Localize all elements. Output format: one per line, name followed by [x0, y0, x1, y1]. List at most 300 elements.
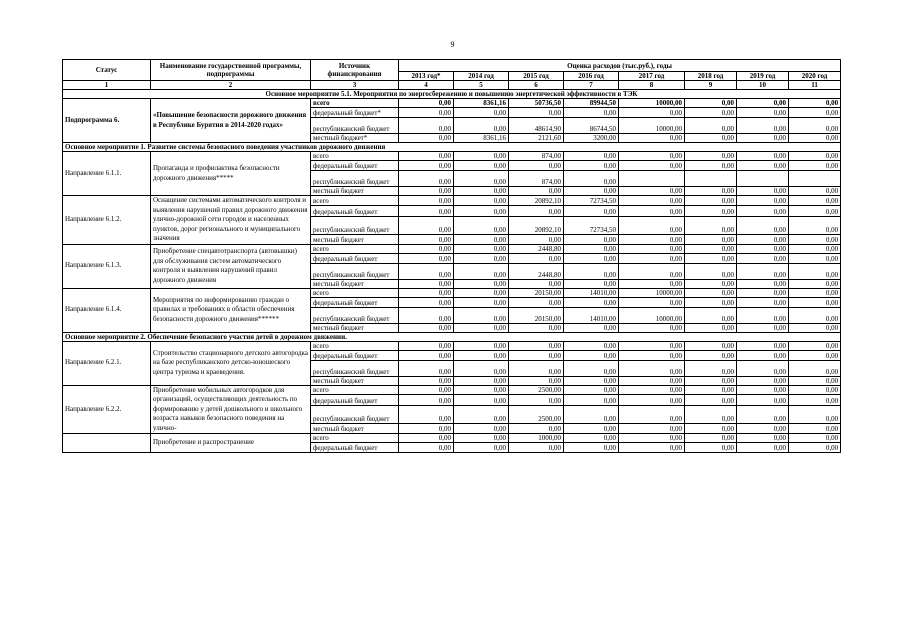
section-title: Основное мероприятие 2. Обеспечение безопасного участия детей в дорожном движении.: [63, 332, 841, 341]
amount-cell: 0,00: [685, 187, 737, 196]
amount-cell: 0,00: [399, 360, 454, 376]
amount-cell: 0,00: [789, 424, 841, 434]
amount-cell: 0,00: [737, 424, 789, 434]
program-name-cell: Строительство стационарного детского автогородка на базе республиканского детско-юношеского центра туризма и краеведения.: [151, 341, 311, 385]
amount-cell: 0,00: [685, 152, 737, 161]
amount-cell: 0,00: [564, 152, 619, 161]
amount-cell: 0,00: [737, 196, 789, 206]
amount-cell: 0,00: [509, 376, 564, 385]
amount-cell: 0,00: [509, 253, 564, 263]
amount-cell: 0,00: [619, 244, 685, 253]
amount-cell: 0,00: [399, 253, 454, 263]
amount-cell: 10000,00: [619, 307, 685, 323]
amount-cell: 0,00: [454, 434, 509, 443]
amount-cell: 0,00: [789, 253, 841, 263]
amount-cell: 0,00: [619, 406, 685, 424]
amount-cell: 8361,16: [454, 99, 509, 108]
amount-cell: 0,00: [737, 406, 789, 424]
amount-cell: 0,00: [399, 350, 454, 360]
amount-cell: 86744,50: [564, 118, 619, 134]
amount-cell: 10000,00: [619, 99, 685, 108]
column-number: 6: [509, 81, 564, 90]
amount-cell: 0,00: [509, 360, 564, 376]
amount-cell: 0,00: [685, 196, 737, 206]
amount-cell: 0,00: [737, 341, 789, 350]
header-estimate: Оценка расходов (тыс.руб.), годы: [399, 60, 841, 72]
amount-cell: 0,00: [564, 350, 619, 360]
amount-cell: 0,00: [789, 118, 841, 134]
column-number: 11: [789, 81, 841, 90]
status-cell: Направление 6.1.1.: [63, 152, 151, 196]
table-row: [63, 434, 841, 443]
amount-cell: 0,00: [737, 108, 789, 118]
amount-cell: 0,00: [399, 288, 454, 297]
amount-cell: 874,00: [509, 171, 564, 187]
amount-cell: 3200,00: [564, 134, 619, 143]
amount-cell: 0,00: [685, 216, 737, 234]
amount-cell: 0,00: [789, 244, 841, 253]
amount-cell: 0,00: [399, 385, 454, 395]
amount-cell: 0,00: [564, 406, 619, 424]
amount-cell: 89944,50: [564, 99, 619, 108]
amount-cell: 0,00: [454, 152, 509, 161]
amount-cell: 0,00: [685, 424, 737, 434]
amount-cell: [737, 171, 789, 187]
amount-cell: 0,00: [789, 152, 841, 161]
amount-cell: 0,00: [454, 161, 509, 171]
column-number: 1: [63, 81, 151, 90]
amount-cell: 0,00: [619, 187, 685, 196]
amount-cell: 0,00: [564, 171, 619, 187]
amount-cell: 0,00: [789, 406, 841, 424]
amount-cell: 0,00: [685, 288, 737, 297]
funding-source-cell: республиканский бюджет: [311, 216, 399, 234]
amount-cell: 2448,80: [509, 244, 564, 253]
status-cell: Направление 6.1.3.: [63, 244, 151, 288]
year-header: 2015 год: [509, 72, 564, 81]
section-title-row: [63, 332, 841, 341]
amount-cell: 0,00: [619, 134, 685, 143]
program-name-cell: Мероприятия по информированию граждан о правилах и требованиях в области обеспечения безопасности дорожного движения******: [151, 288, 311, 332]
amount-cell: 0,00: [509, 424, 564, 434]
funding-source-cell: республиканский бюджет: [311, 360, 399, 376]
amount-cell: 0,00: [619, 424, 685, 434]
amount-cell: 0,00: [789, 385, 841, 395]
amount-cell: 0,00: [399, 134, 454, 143]
amount-cell: 0,00: [685, 99, 737, 108]
amount-cell: 0,00: [789, 323, 841, 332]
amount-cell: 0,00: [399, 99, 454, 108]
amount-cell: 0,00: [619, 350, 685, 360]
funding-source-cell: федеральный бюджет: [311, 253, 399, 263]
amount-cell: 0,00: [789, 234, 841, 244]
amount-cell: 0,00: [685, 279, 737, 288]
amount-cell: 0,00: [399, 376, 454, 385]
table-row: [63, 99, 841, 108]
amount-cell: 8361,16: [454, 134, 509, 143]
amount-cell: 0,00: [454, 244, 509, 253]
amount-cell: 0,00: [399, 395, 454, 406]
amount-cell: 0,00: [564, 385, 619, 395]
status-cell: Направление 6.1.2.: [63, 196, 151, 245]
amount-cell: 0,00: [737, 187, 789, 196]
amount-cell: 0,00: [454, 395, 509, 406]
funding-source-cell: всего: [311, 434, 399, 443]
amount-cell: 0,00: [509, 279, 564, 288]
amount-cell: 0,00: [564, 234, 619, 244]
amount-cell: 0,00: [737, 99, 789, 108]
amount-cell: 0,00: [564, 395, 619, 406]
amount-cell: [619, 171, 685, 187]
amount-cell: 0,00: [399, 307, 454, 323]
column-number: 5: [454, 81, 509, 90]
amount-cell: 0,00: [454, 187, 509, 196]
year-header: 2013 год*: [399, 72, 454, 81]
amount-cell: 0,00: [619, 216, 685, 234]
table-row: [63, 244, 841, 253]
amount-cell: 0,00: [737, 205, 789, 216]
amount-cell: 10000,00: [619, 288, 685, 297]
amount-cell: 0,00: [685, 108, 737, 118]
amount-cell: 0,00: [789, 443, 841, 453]
year-header: 2017 год: [619, 72, 685, 81]
program-name-cell: Приобретение и распространение: [151, 434, 311, 453]
funding-source-cell: федеральный бюджет: [311, 161, 399, 171]
amount-cell: 2121,60: [509, 134, 564, 143]
amount-cell: 0,00: [399, 152, 454, 161]
year-header: 2014 год: [454, 72, 509, 81]
amount-cell: 0,00: [399, 118, 454, 134]
column-number: 8: [619, 81, 685, 90]
amount-cell: 0,00: [737, 395, 789, 406]
amount-cell: 0,00: [454, 360, 509, 376]
amount-cell: 14010,00: [564, 307, 619, 323]
amount-cell: 0,00: [685, 360, 737, 376]
funding-source-cell: республиканский бюджет: [311, 171, 399, 187]
funding-source-cell: всего: [311, 341, 399, 350]
amount-cell: 14010,00: [564, 288, 619, 297]
amount-cell: 0,00: [737, 216, 789, 234]
funding-source-cell: местный бюджет: [311, 234, 399, 244]
amount-cell: 0,00: [454, 323, 509, 332]
amount-cell: 0,00: [564, 323, 619, 332]
status-cell: [63, 434, 151, 453]
amount-cell: 0,00: [685, 263, 737, 279]
year-header: 2016 год: [564, 72, 619, 81]
amount-cell: 48614,90: [509, 118, 564, 134]
column-number: 9: [685, 81, 737, 90]
amount-cell: 0,00: [399, 297, 454, 307]
amount-cell: 0,00: [619, 234, 685, 244]
amount-cell: 0,00: [509, 161, 564, 171]
amount-cell: 0,00: [564, 161, 619, 171]
amount-cell: 0,00: [685, 134, 737, 143]
funding-source-cell: всего: [311, 196, 399, 206]
amount-cell: 0,00: [509, 323, 564, 332]
amount-cell: 0,00: [737, 161, 789, 171]
funding-source-cell: республиканский бюджет: [311, 263, 399, 279]
amount-cell: 0,00: [564, 205, 619, 216]
column-number: 3: [311, 81, 399, 90]
amount-cell: 20150,00: [509, 288, 564, 297]
amount-cell: 0,00: [737, 307, 789, 323]
table-row: [63, 288, 841, 297]
amount-cell: 0,00: [454, 424, 509, 434]
amount-cell: 0,00: [685, 297, 737, 307]
amount-cell: 0,00: [454, 279, 509, 288]
amount-cell: 0,00: [509, 234, 564, 244]
amount-cell: 0,00: [454, 263, 509, 279]
funding-source-cell: всего: [311, 385, 399, 395]
amount-cell: 0,00: [789, 161, 841, 171]
amount-cell: 72734,50: [564, 216, 619, 234]
amount-cell: 0,00: [564, 297, 619, 307]
amount-cell: 0,00: [685, 385, 737, 395]
amount-cell: 0,00: [454, 341, 509, 350]
amount-cell: 0,00: [564, 187, 619, 196]
amount-cell: 0,00: [454, 108, 509, 118]
year-header: 2018 год: [685, 72, 737, 81]
amount-cell: 0,00: [564, 443, 619, 453]
amount-cell: 0,00: [789, 376, 841, 385]
amount-cell: 0,00: [454, 376, 509, 385]
amount-cell: 0,00: [619, 385, 685, 395]
amount-cell: 0,00: [564, 424, 619, 434]
amount-cell: 20892,10: [509, 216, 564, 234]
amount-cell: 0,00: [564, 253, 619, 263]
year-header: 2019 год: [737, 72, 789, 81]
funding-source-cell: местный бюджет: [311, 279, 399, 288]
column-number: 10: [737, 81, 789, 90]
funding-source-cell: республиканский бюджет: [311, 406, 399, 424]
program-name-cell: Приобретение мобильных автогородков для организаций, осуществляющих деятельность по формированию у детей дошкольного и школьного возраста навыков безопасного поведения на улично-: [151, 385, 311, 434]
funding-source-cell: федеральный бюджет: [311, 443, 399, 453]
amount-cell: 0,00: [454, 288, 509, 297]
amount-cell: 0,00: [509, 297, 564, 307]
amount-cell: 0,00: [509, 108, 564, 118]
funding-source-cell: местный бюджет: [311, 424, 399, 434]
status-cell: Направление 6.2.1.: [63, 341, 151, 385]
amount-cell: 0,00: [789, 279, 841, 288]
amount-cell: 0,00: [737, 288, 789, 297]
column-number: 2: [151, 81, 311, 90]
funding-source-cell: местный бюджет: [311, 376, 399, 385]
amount-cell: 0,00: [737, 323, 789, 332]
amount-cell: 0,00: [737, 263, 789, 279]
amount-cell: 0,00: [399, 234, 454, 244]
table-row: [63, 385, 841, 395]
amount-cell: 0,00: [399, 187, 454, 196]
amount-cell: 0,00: [399, 443, 454, 453]
amount-cell: 0,00: [737, 443, 789, 453]
amount-cell: 0,00: [399, 434, 454, 443]
amount-cell: 0,00: [685, 323, 737, 332]
amount-cell: 0,00: [685, 376, 737, 385]
amount-cell: 0,00: [789, 360, 841, 376]
amount-cell: 2500,00: [509, 406, 564, 424]
amount-cell: 0,00: [789, 108, 841, 118]
amount-cell: 0,00: [789, 307, 841, 323]
amount-cell: 0,00: [619, 376, 685, 385]
amount-cell: [685, 171, 737, 187]
section-title-row: [63, 90, 841, 99]
amount-cell: 0,00: [619, 323, 685, 332]
amount-cell: 2500,00: [509, 385, 564, 395]
amount-cell: 0,00: [789, 350, 841, 360]
status-cell: Направление 6.2.2.: [63, 385, 151, 434]
amount-cell: 50736,50: [509, 99, 564, 108]
amount-cell: 0,00: [737, 134, 789, 143]
amount-cell: 0,00: [737, 385, 789, 395]
amount-cell: 2448,80: [509, 263, 564, 279]
amount-cell: 0,00: [789, 288, 841, 297]
amount-cell: 0,00: [737, 234, 789, 244]
funding-source-cell: местный бюджет: [311, 187, 399, 196]
amount-cell: 0,00: [619, 279, 685, 288]
funding-source-cell: республиканский бюджет: [311, 307, 399, 323]
amount-cell: 0,00: [685, 253, 737, 263]
amount-cell: 0,00: [399, 216, 454, 234]
amount-cell: 0,00: [454, 205, 509, 216]
amount-cell: 0,00: [454, 253, 509, 263]
header-program: Наименование государственной программы, подпрограммы: [151, 60, 311, 81]
program-name-cell: «Повышение безопасности дорожного движения в Республике Бурятия в 2014-2020 годах»: [151, 99, 311, 143]
amount-cell: 0,00: [619, 434, 685, 443]
program-name-cell: Пропаганда и профилактика безопасности дорожного движения*****: [151, 152, 311, 196]
amount-cell: 0,00: [399, 424, 454, 434]
funding-source-cell: всего: [311, 99, 399, 108]
header-source: Источник финансирования: [311, 60, 399, 81]
amount-cell: 0,00: [789, 205, 841, 216]
amount-cell: [789, 171, 841, 187]
funding-source-cell: всего: [311, 244, 399, 253]
status-cell: Направление 6.1.4.: [63, 288, 151, 332]
amount-cell: 0,00: [399, 323, 454, 332]
funding-source-cell: всего: [311, 288, 399, 297]
amount-cell: 0,00: [399, 108, 454, 118]
amount-cell: 0,00: [685, 406, 737, 424]
funding-source-cell: федеральный бюджет: [311, 395, 399, 406]
amount-cell: 0,00: [564, 376, 619, 385]
amount-cell: 0,00: [789, 434, 841, 443]
amount-cell: 0,00: [454, 234, 509, 244]
amount-cell: 0,00: [454, 196, 509, 206]
amount-cell: 0,00: [399, 205, 454, 216]
funding-source-cell: федеральный бюджет: [311, 297, 399, 307]
amount-cell: 0,00: [737, 376, 789, 385]
amount-cell: 0,00: [454, 118, 509, 134]
amount-cell: 0,00: [454, 385, 509, 395]
amount-cell: 0,00: [789, 263, 841, 279]
amount-cell: 0,00: [737, 360, 789, 376]
amount-cell: 0,00: [509, 350, 564, 360]
amount-cell: 0,00: [564, 263, 619, 279]
amount-cell: 0,00: [737, 244, 789, 253]
funding-source-cell: федеральный бюджет*: [311, 108, 399, 118]
amount-cell: 0,00: [399, 196, 454, 206]
program-name-cell: Приобретение спецавтотранспорта (автовышки) для обслуживания систем автоматического контроля и выявления нарушений правил дорожного движения: [151, 244, 311, 288]
amount-cell: 0,00: [737, 297, 789, 307]
amount-cell: 0,00: [564, 108, 619, 118]
amount-cell: 0,00: [737, 118, 789, 134]
amount-cell: 0,00: [685, 341, 737, 350]
amount-cell: 0,00: [685, 205, 737, 216]
amount-cell: 0,00: [619, 253, 685, 263]
amount-cell: 0,00: [509, 443, 564, 453]
amount-cell: 0,00: [685, 307, 737, 323]
amount-cell: 1000,00: [509, 434, 564, 443]
funding-source-cell: федеральный бюджет: [311, 205, 399, 216]
amount-cell: 0,00: [564, 341, 619, 350]
section-title: Основное мероприятие 1. Развитие системы безопасного поведения участников дорожного движения: [63, 143, 841, 152]
amount-cell: 0,00: [619, 443, 685, 453]
amount-cell: 0,00: [685, 443, 737, 453]
amount-cell: 0,00: [454, 171, 509, 187]
column-number: 4: [399, 81, 454, 90]
amount-cell: 0,00: [737, 434, 789, 443]
amount-cell: 0,00: [737, 350, 789, 360]
amount-cell: 0,00: [619, 360, 685, 376]
amount-cell: 0,00: [564, 360, 619, 376]
amount-cell: 20150,00: [509, 307, 564, 323]
amount-cell: 0,00: [509, 187, 564, 196]
amount-cell: 874,00: [509, 152, 564, 161]
amount-cell: 0,00: [399, 279, 454, 288]
program-name-cell: Оснащение системами автоматического контроля и выявления нарушений правил дорожного движения улично-дорожной сети городов и населенных пунктов, дорог регионального и муниципального значения: [151, 196, 311, 245]
table-row: [63, 152, 841, 161]
header-status: Статус: [63, 60, 151, 81]
amount-cell: 0,00: [619, 205, 685, 216]
amount-cell: 0,00: [454, 307, 509, 323]
amount-cell: 0,00: [619, 395, 685, 406]
amount-cell: 0,00: [454, 350, 509, 360]
amount-cell: 0,00: [685, 118, 737, 134]
amount-cell: 0,00: [564, 279, 619, 288]
column-number: 7: [564, 81, 619, 90]
amount-cell: 0,00: [737, 279, 789, 288]
expense-estimate-table: [62, 59, 841, 453]
amount-cell: 10000,00: [619, 118, 685, 134]
amount-cell: 0,00: [789, 187, 841, 196]
section-title-row: [63, 143, 841, 152]
amount-cell: 0,00: [685, 161, 737, 171]
amount-cell: 0,00: [564, 244, 619, 253]
amount-cell: 0,00: [564, 434, 619, 443]
amount-cell: 0,00: [399, 244, 454, 253]
amount-cell: 0,00: [789, 99, 841, 108]
amount-cell: 0,00: [399, 171, 454, 187]
funding-source-cell: республиканский бюджет: [311, 118, 399, 134]
amount-cell: 0,00: [454, 406, 509, 424]
amount-cell: 0,00: [789, 216, 841, 234]
funding-source-cell: федеральный бюджет: [311, 350, 399, 360]
amount-cell: 0,00: [685, 350, 737, 360]
section-title: Основное мероприятие 5.1. Мероприятия по энергосбережению и повышению энергетической эффективности в ТЭК: [63, 90, 841, 99]
amount-cell: 0,00: [619, 152, 685, 161]
amount-cell: 0,00: [399, 406, 454, 424]
amount-cell: 0,00: [454, 216, 509, 234]
amount-cell: 0,00: [509, 341, 564, 350]
amount-cell: 0,00: [789, 297, 841, 307]
funding-source-cell: всего: [311, 152, 399, 161]
amount-cell: 0,00: [685, 234, 737, 244]
amount-cell: 0,00: [509, 395, 564, 406]
amount-cell: 0,00: [737, 152, 789, 161]
amount-cell: 0,00: [399, 263, 454, 279]
amount-cell: 0,00: [789, 134, 841, 143]
amount-cell: 0,00: [737, 253, 789, 263]
amount-cell: 20892,10: [509, 196, 564, 206]
